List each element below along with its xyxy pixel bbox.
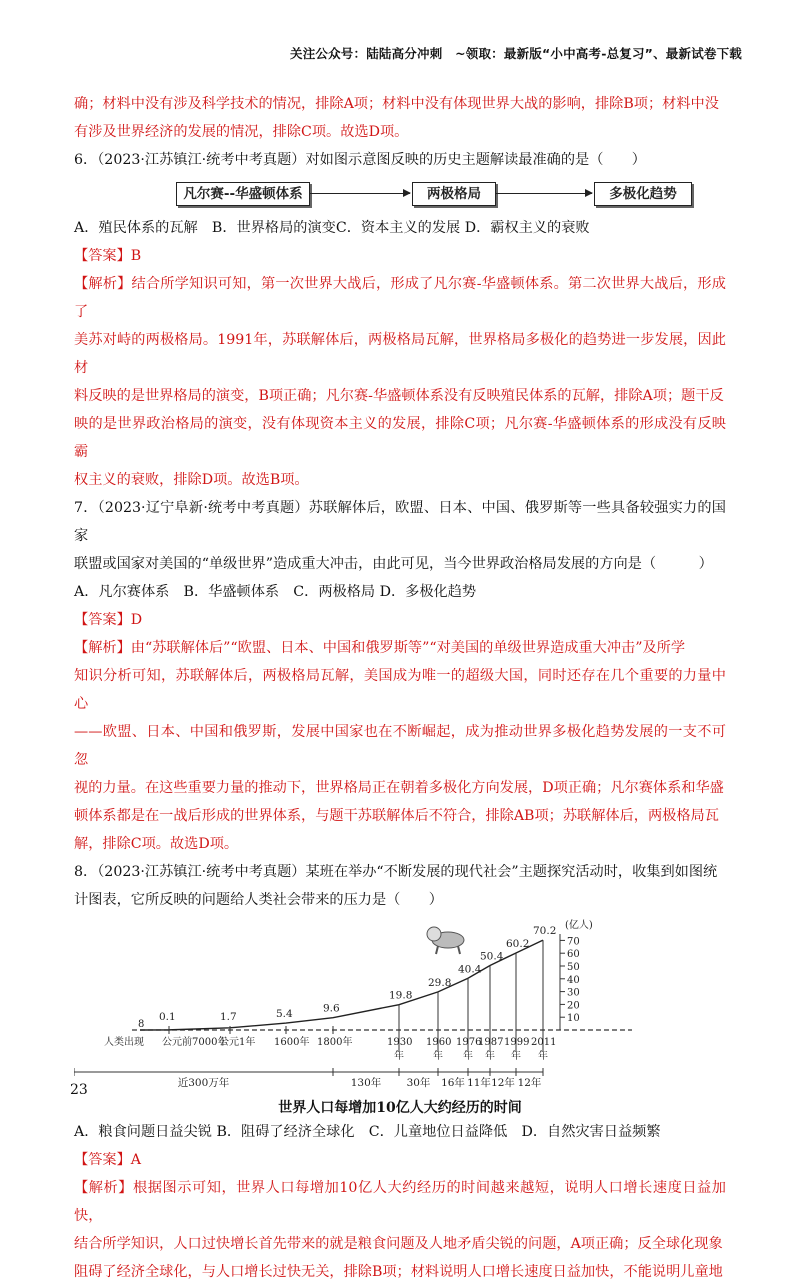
flow-box-versailles: 凡尔赛--华盛顿体系 <box>176 182 310 206</box>
chart-y-tick-label: 40 <box>567 974 580 986</box>
chart-interval-label: 130年 <box>350 1077 382 1089</box>
q8-analysis <box>74 1174 726 1230</box>
chart-data-label: 70.2 <box>533 925 557 938</box>
q8-stem-line: 8．（2023·江苏镇江·统考中考真题）某班在举办“不断发展的现代社会”主题探究活动时，收集到如图统 <box>74 864 718 880</box>
analysis-tag: 【解析】 <box>74 276 132 292</box>
chart-x-label: 1960 <box>426 1037 452 1048</box>
analysis-line: 结合所学知识可知，第一次世界大战后，形成了凡尔赛-华盛顿体系。第二次世界大战后，形成了 <box>74 276 726 320</box>
answer-value: B <box>130 248 142 264</box>
document-body <box>74 90 726 1286</box>
analysis-line: 视的力量。在这些重要力量的推动下，世界格局正在朝着多极化方向发展，D项正确；凡尔赛体系和华盛 <box>74 780 724 796</box>
chart-x-label: 1987 <box>478 1037 504 1048</box>
q7-options: A．凡尔赛体系 B．华盛顿体系 C．两极格局 D．多极化趋势 <box>74 584 477 600</box>
chart-title: 世界人口每增加10亿人大约经历的时间 <box>278 1100 522 1116</box>
answer-value: D <box>130 612 143 628</box>
q8-stem-line: 计图表，它所反映的问题给人类社会带来的压力是（ ） <box>74 892 443 908</box>
chart-data-label: 19.8 <box>389 989 413 1002</box>
answer-tag: 【答案】 <box>74 248 131 264</box>
chart-data-label: 60.2 <box>506 937 530 950</box>
chart-interval-label: 12年 <box>491 1077 515 1089</box>
chart-y-tick-label: 70 <box>567 936 580 948</box>
q6-analysis <box>74 270 726 326</box>
chart-y-tick-label: 60 <box>567 949 580 961</box>
crawling-baby-icon <box>427 927 464 954</box>
q7-stem-line: 7．（2023·辽宁阜新·统考中考真题）苏联解体后，欧盟、日本、中国、俄罗斯等一些具备较强实力的国家 <box>74 500 726 544</box>
q7-analysis <box>74 634 726 662</box>
analysis-line: 解，排除C项。故选D项。 <box>74 836 239 852</box>
answer-tag: 【答案】 <box>74 1152 131 1168</box>
q6-flow-diagram <box>74 176 726 212</box>
analysis-line: 知识分析可知，苏联解体后，两极格局瓦解，美国成为唯一的超级大国，同时还存在几个重要的力量中心 <box>74 668 726 712</box>
q6-options: A．殖民体系的瓦解 B．世界格局的演变C．资本主义的发展 D．霸权主义的衰败 <box>74 220 590 236</box>
chart-y-tick-label: 50 <box>567 962 580 973</box>
chart-x-label: 1999 <box>504 1037 530 1048</box>
chart-interval-label: 16年 <box>441 1077 465 1089</box>
prev-analysis-line: 有涉及世界经济的发展的情况，排除C项。故选D项。 <box>74 124 409 140</box>
q6-answer <box>74 242 726 270</box>
chart-y-axis-label: (亿人) <box>565 920 593 931</box>
page-header: 关注公众号：陆陆高分冲刺 ~领取：最新版“小中高考-总复习”、最新试卷下载 <box>290 46 742 61</box>
chart-x-label: 1600年 <box>274 1037 310 1048</box>
q8-options: A．粮食问题日益尖锐 B．阻碍了经济全球化 C．儿童地位日益降低 D．自然灾害日益频繁 <box>74 1124 661 1140</box>
chart-x-label-suffix: 年 <box>463 1051 473 1062</box>
chart-data-label: 50.4 <box>480 950 504 963</box>
q7-stem-line: 联盟或国家对美国的“单级世界”造成重大冲击，由此可见，当今世界政治格局发展的方向是（ ） <box>74 556 713 572</box>
chart-x-label: 1976 <box>456 1037 482 1048</box>
flow-arrow <box>496 193 592 194</box>
prev-analysis-line: 确；材料中没有涉及科学技术的情况，排除A项；材料中没有体现世界大战的影响，排除B项；材料中没 <box>74 96 719 112</box>
chart-x-label: 2011 <box>531 1037 557 1048</box>
chart-data-label: 40.4 <box>458 963 482 976</box>
analysis-line: 映的是世界政治格局的演变，没有体现资本主义的发展，排除C项；凡尔赛-华盛顿体系的形成没有反映霸 <box>74 416 726 460</box>
chart-interval-label: 11年 <box>467 1077 491 1089</box>
chart-x-label: 人类出现 <box>104 1037 144 1048</box>
population-chart <box>74 918 726 1118</box>
flow-box-multipolar: 多极化趋势 <box>594 182 692 206</box>
chart-x-label-suffix: 年 <box>485 1051 495 1062</box>
chart-x-label: 公元前7000年 <box>162 1037 228 1048</box>
answer-tag: 【答案】 <box>74 612 131 628</box>
chart-start-label: 8 <box>138 1019 145 1030</box>
chart-data-label: 29.8 <box>428 976 452 989</box>
chart-data-label: 5.4 <box>276 1008 293 1021</box>
chart-data-label: 9.6 <box>323 1002 340 1015</box>
chart-interval-label: 30年 <box>406 1077 431 1089</box>
analysis-line: 结合所学知识，人口过快增长首先带来的就是粮食问题及人地矛盾尖锐的问题，A项正确；反全球化现象 <box>74 1236 723 1252</box>
chart-x-label-suffix: 年 <box>433 1051 443 1062</box>
chart-x-label-suffix: 年 <box>538 1051 548 1062</box>
q7-answer <box>74 606 726 634</box>
chart-x-label: 公元1年 <box>219 1037 256 1048</box>
chart-x-label: 1930 <box>387 1037 413 1048</box>
chart-x-label-suffix: 年 <box>511 1051 521 1062</box>
analysis-line: 美苏对峙的两极格局。1991年，苏联解体后，两极格局瓦解，世界格局多极化的趋势进一步发展，因此材 <box>74 332 726 376</box>
chart-interval-label: 12年 <box>517 1077 542 1089</box>
chart-y-tick-label: 20 <box>567 1000 580 1012</box>
chart-x-label: 1800年 <box>317 1037 353 1048</box>
q6-stem: 6．（2023·江苏镇江·统考中考真题）对如图示意图反映的历史主题解读最准确的是（ ） <box>74 152 646 168</box>
q8-answer <box>74 1146 726 1174</box>
analysis-tag: 【解析】 <box>74 640 131 656</box>
population-chart-svg <box>74 918 726 1118</box>
chart-data-label: 1.7 <box>220 1011 237 1023</box>
chart-y-tick-label: 30 <box>567 987 580 999</box>
chart-y-tick-label: 10 <box>567 1013 580 1025</box>
chart-x-label-suffix: 年 <box>394 1051 404 1062</box>
analysis-line: 顿体系都是在一战后形成的世界体系，与题干苏联解体后不符合，排除AB项；苏联解体后，两极格局瓦 <box>74 808 719 824</box>
analysis-line: 根据图示可知，世界人口每增加10亿人大约经历的时间越来越短，说明人口增长速度日益加快， <box>74 1180 726 1224</box>
chart-data-label: 0.1 <box>159 1011 176 1023</box>
analysis-line: 权主义的衰败，排除D项。故选B项。 <box>74 472 309 488</box>
analysis-line: 料反映的是世界格局的演变，B项正确；凡尔赛-华盛顿体系没有反映殖民体系的瓦解，排除A项；题干反 <box>74 388 724 404</box>
flow-box-bipolar: 两极格局 <box>412 182 496 206</box>
answer-value: A <box>130 1152 142 1168</box>
analysis-line: 阻碍了经济全球化，与人口增长过快无关，排除B项；材料说明人口增长速度日益加快，不能说明儿童地 <box>74 1264 723 1280</box>
page-number: 23 <box>70 1082 88 1098</box>
analysis-line: ——欧盟、日本、中国和俄罗斯，发展中国家也在不断崛起，成为推动世界多极化趋势发展的一支不可忽 <box>74 724 726 768</box>
analysis-tag: 【解析】 <box>74 1180 133 1196</box>
analysis-line: 由“苏联解体后”“欧盟、日本、中国和俄罗斯等”“对美国的单级世界造成重大冲击”及所学 <box>130 640 686 656</box>
chart-interval-label: 近300万年 <box>177 1077 230 1089</box>
flow-arrow <box>310 193 410 194</box>
